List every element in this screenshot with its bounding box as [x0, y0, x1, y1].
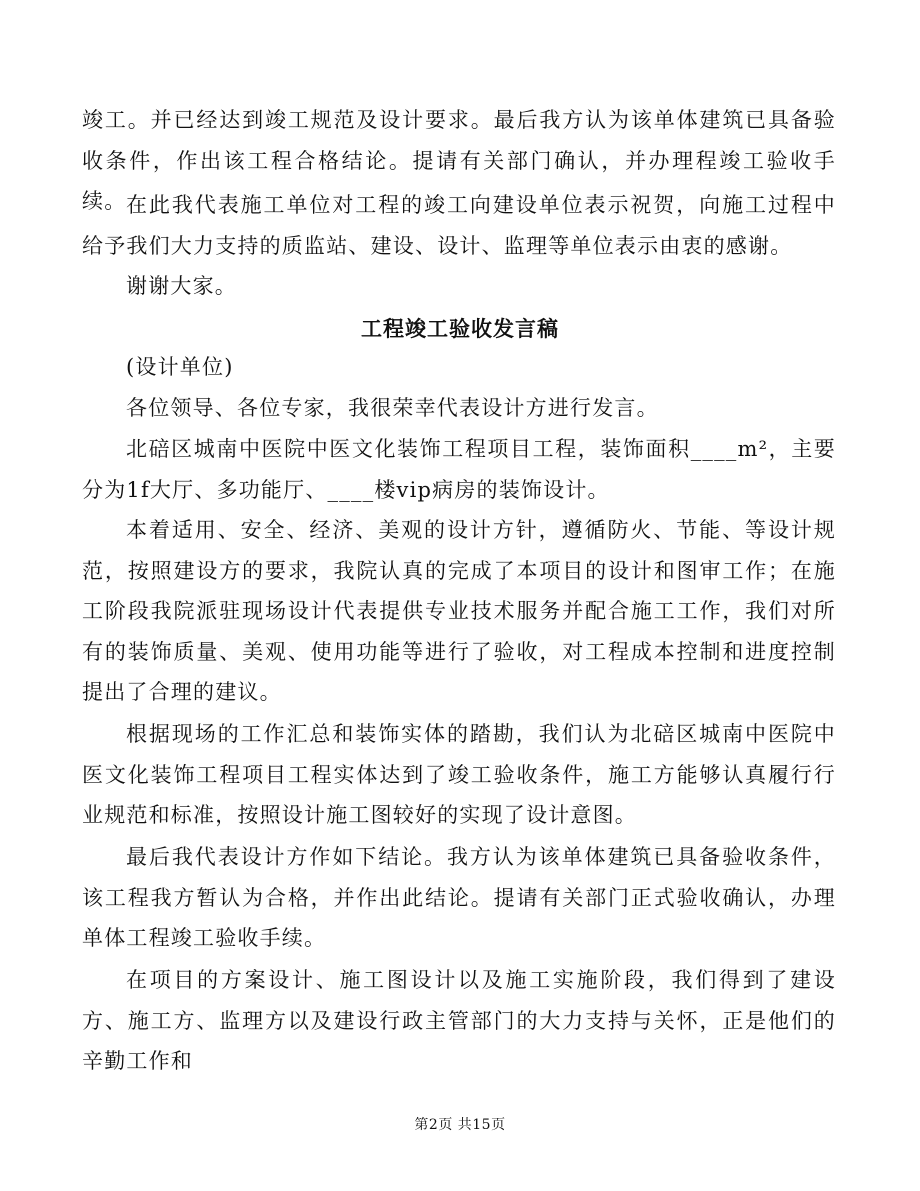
paragraph-project-intro: 北碚区城南中医院中医文化装饰工程项目工程，装饰面积____m²，主要分为1f大厅、多功能厅、____楼vip病房的装饰设计。: [82, 437, 836, 502]
subtitle-design-unit: (设计单位): [126, 355, 234, 379]
paragraph-design-principle: 本着适用、安全、经济、美观的设计方针，遵循防火、节能、等设计规范，按照建设方的要求，我院认真的完成了本项目的设计和图审工作；在施工阶段我院派驻现场设计代表提供专业技术服务并配合施工工作，我们对所有的装饰质量、美观、使用功能等进行了验收，对工程成本控制和进度控制提出了合理的建议。: [82, 518, 836, 704]
paragraph-conclusion: 最后我代表设计方作如下结论。我方认为该单体建筑已具备验收条件，该工程我方暂认为合格，并作出此结论。提请有关部门正式验收确认，办理单体工程竣工验收手续。: [82, 845, 836, 950]
page-number-footer: 第2页 共15页: [414, 1117, 506, 1133]
document-title: 工程竣工验收发言稿: [361, 317, 559, 341]
paragraph-support: 在项目的方案设计、施工图设计以及施工实施阶段，我们得到了建设方、施工方、监理方以及建设行政主管部门的大力支持与关怀，正是他们的辛勤工作和: [82, 968, 836, 1073]
paragraph-completion-continued: 竣工。并已经达到竣工规范及设计要求。最后我方认为该单体建筑已具备验收条件，作出该工程合格结论。提请有关部门确认，并办理程竣工验收手续。: [82, 108, 836, 213]
paragraph-site-inspection: 根据现场的工作汇总和装饰实体的踏勘，我们认为北碚区城南中医院中医文化装饰工程项目工程实体达到了竣工验收条件，施工方能够认真履行行业规范和标准，按照设计施工图较好的实现了设计意图。: [82, 722, 836, 827]
paragraph-thank-you: 谢谢大家。: [126, 274, 237, 298]
paragraph-greeting: 各位领导、各位专家，我很荣幸代表设计方进行发言。: [126, 396, 659, 420]
paragraph-thanks-units: 在此我代表施工单位对工程的竣工向建设单位表示祝贺，向施工过程中给予我们大力支持的质监站、建设、设计、监理等单位表示由衷的感谢。: [82, 193, 836, 258]
